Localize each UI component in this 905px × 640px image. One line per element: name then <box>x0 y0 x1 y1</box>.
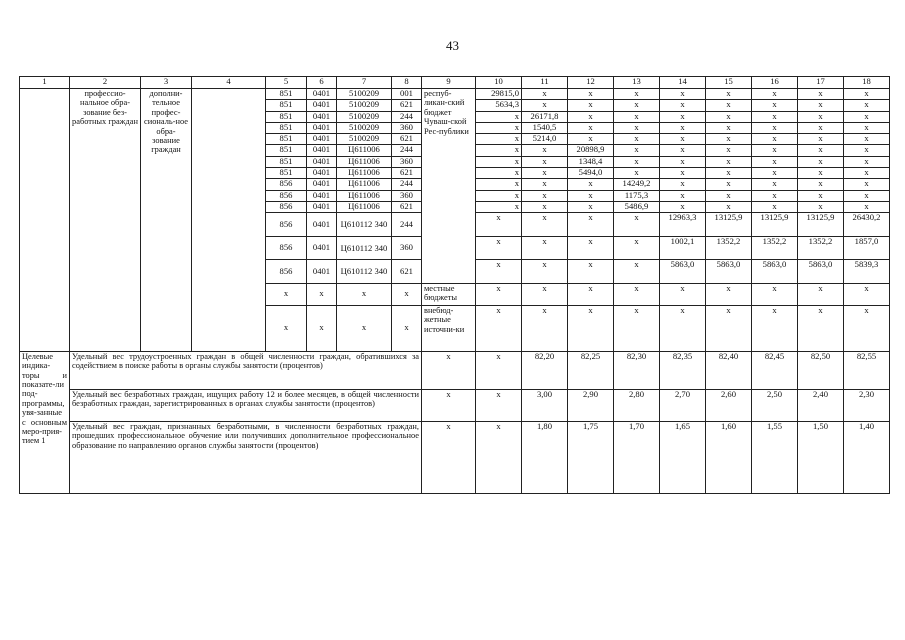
value-cell: x <box>522 179 568 190</box>
funding-source-local: местные бюджеты <box>422 283 476 305</box>
value-cell: 20898,9 <box>568 145 614 156</box>
value-cell: x <box>476 305 522 351</box>
indicators-label: Целевые индика-торы и показате-ли под-программы, увя-занные с основным меро-прия-тием 1 <box>20 351 70 493</box>
code-cell: 244 <box>392 145 422 156</box>
value-cell: x <box>522 283 568 305</box>
column-number: 16 <box>752 77 798 89</box>
value-cell: x <box>798 156 844 167</box>
value-cell: x <box>568 122 614 133</box>
value-cell: x <box>476 190 522 201</box>
value-cell: x <box>844 179 890 190</box>
value-cell: x <box>614 168 660 179</box>
code-cell: 0401 <box>307 134 337 145</box>
code-cell: 621 <box>392 260 422 284</box>
code-cell: Ц610112 340 <box>337 236 392 260</box>
value-cell: x <box>614 145 660 156</box>
value-cell: x <box>660 145 706 156</box>
value-cell: x <box>798 283 844 305</box>
indicator-value: x <box>476 421 522 493</box>
column-number: 8 <box>392 77 422 89</box>
value-cell: 5839,3 <box>844 260 890 284</box>
code-cell: Ц610112 340 <box>337 213 392 237</box>
value-cell: x <box>752 122 798 133</box>
code-cell: 5100209 <box>337 122 392 133</box>
value-cell: x <box>522 168 568 179</box>
value-cell: x <box>660 100 706 111</box>
code-cell: 621 <box>392 168 422 179</box>
column-number: 5 <box>266 77 307 89</box>
value-cell: x <box>660 134 706 145</box>
value-cell: x <box>752 201 798 212</box>
value-cell: 26430,2 <box>844 213 890 237</box>
value-cell: x <box>660 190 706 201</box>
value-cell: x <box>798 111 844 122</box>
code-cell: 244 <box>392 111 422 122</box>
section-label-empty <box>20 89 70 352</box>
column-number: 11 <box>522 77 568 89</box>
code-cell: 5100209 <box>337 111 392 122</box>
column-number: 1 <box>20 77 70 89</box>
value-cell: x <box>844 305 890 351</box>
indicator-value: 2,60 <box>706 389 752 421</box>
value-cell: x <box>522 89 568 100</box>
indicator-row <box>20 421 890 493</box>
code-cell: 0401 <box>307 100 337 111</box>
column-number: 6 <box>307 77 337 89</box>
value-cell: x <box>660 122 706 133</box>
indicator-value: 1,60 <box>706 421 752 493</box>
code-cell: 0401 <box>307 145 337 156</box>
indicator-value: 2,80 <box>614 389 660 421</box>
indicator-value: 82,30 <box>614 351 660 389</box>
code-cell: x <box>392 283 422 305</box>
code-cell: x <box>266 283 307 305</box>
value-cell: x <box>660 111 706 122</box>
value-cell: x <box>706 201 752 212</box>
value-cell: x <box>614 122 660 133</box>
code-cell: Ц611006 <box>337 156 392 167</box>
value-cell: 5486,9 <box>614 201 660 212</box>
code-cell: 001 <box>392 89 422 100</box>
indicator-value: x <box>476 389 522 421</box>
header-row <box>20 77 890 89</box>
column-number: 12 <box>568 77 614 89</box>
code-cell: x <box>307 305 337 351</box>
value-cell: x <box>568 201 614 212</box>
code-cell: 244 <box>392 213 422 237</box>
value-cell: x <box>706 122 752 133</box>
code-cell: 0401 <box>307 190 337 201</box>
indicator-description: Удельный вес трудоустроенных граждан в общей численности граждан, обратившихся за содействием в поиске работы в органы службы занятости (процентов) <box>70 351 422 389</box>
indicator-value: 1,40 <box>844 421 890 493</box>
code-cell: 360 <box>392 156 422 167</box>
value-cell: x <box>568 305 614 351</box>
value-cell: x <box>568 260 614 284</box>
value-cell: 29815,0 <box>476 89 522 100</box>
value-cell: x <box>706 89 752 100</box>
code-cell: 360 <box>392 236 422 260</box>
value-cell: x <box>660 201 706 212</box>
value-cell: x <box>752 145 798 156</box>
indicator-description: Удельный вес граждан, признанных безработными, в численности безработных граждан, прошедших профессиональное обучение или получивших дополнительное профессиональное образование по направлению органов службы занятости (процентов) <box>70 421 422 493</box>
value-cell: x <box>798 179 844 190</box>
value-cell: 13125,9 <box>798 213 844 237</box>
indicator-value: 1,50 <box>798 421 844 493</box>
value-cell: x <box>706 145 752 156</box>
code-cell: 5100209 <box>337 100 392 111</box>
code-cell: 0401 <box>307 168 337 179</box>
value-cell: 1175,3 <box>614 190 660 201</box>
value-cell: 5863,0 <box>798 260 844 284</box>
value-cell: x <box>476 134 522 145</box>
value-cell: 1352,2 <box>798 236 844 260</box>
code-cell: Ц611006 <box>337 190 392 201</box>
value-cell: x <box>844 134 890 145</box>
value-cell: x <box>706 111 752 122</box>
value-cell: x <box>844 100 890 111</box>
value-cell: x <box>476 201 522 212</box>
value-cell: 5494,0 <box>568 168 614 179</box>
value-cell: x <box>706 305 752 351</box>
code-cell: 851 <box>266 122 307 133</box>
value-cell: x <box>798 122 844 133</box>
code-cell: 851 <box>266 89 307 100</box>
code-cell: 244 <box>392 179 422 190</box>
column-number: 17 <box>798 77 844 89</box>
value-cell: x <box>844 89 890 100</box>
indicator-row <box>20 389 890 421</box>
value-cell: x <box>660 168 706 179</box>
value-cell: 1352,2 <box>752 236 798 260</box>
code-cell: 0401 <box>307 201 337 212</box>
indicator-value: 82,20 <box>522 351 568 389</box>
value-cell: x <box>752 168 798 179</box>
value-cell: x <box>798 190 844 201</box>
code-cell: 0401 <box>307 122 337 133</box>
code-cell: 5100209 <box>337 89 392 100</box>
code-cell: 0401 <box>307 111 337 122</box>
code-cell: 621 <box>392 201 422 212</box>
value-cell: x <box>844 111 890 122</box>
value-cell: x <box>614 260 660 284</box>
value-cell: x <box>614 100 660 111</box>
code-cell: 621 <box>392 100 422 111</box>
value-cell: x <box>614 156 660 167</box>
indicator-value: 82,25 <box>568 351 614 389</box>
indicator-value: x <box>422 421 476 493</box>
value-cell: x <box>476 260 522 284</box>
column-number: 7 <box>337 77 392 89</box>
value-cell: x <box>706 168 752 179</box>
value-cell: x <box>614 89 660 100</box>
value-cell: x <box>798 168 844 179</box>
value-cell: 1002,1 <box>660 236 706 260</box>
measure-name: профессио-нальное обра-зование без-работных граждан <box>70 89 141 352</box>
indicator-value: 2,50 <box>752 389 798 421</box>
indicator-value: x <box>422 389 476 421</box>
indicator-value: x <box>476 351 522 389</box>
code-cell: 0401 <box>307 260 337 284</box>
column-number: 9 <box>422 77 476 89</box>
indicator-value: 1,65 <box>660 421 706 493</box>
value-cell: x <box>568 283 614 305</box>
column-number: 15 <box>706 77 752 89</box>
value-cell: x <box>798 134 844 145</box>
indicator-value: 1,70 <box>614 421 660 493</box>
column-number: 10 <box>476 77 522 89</box>
code-cell: x <box>307 283 337 305</box>
code-cell: 856 <box>266 190 307 201</box>
code-cell: 856 <box>266 260 307 284</box>
code-cell: 621 <box>392 134 422 145</box>
code-cell: 0401 <box>307 213 337 237</box>
value-cell: x <box>798 89 844 100</box>
value-cell: x <box>706 156 752 167</box>
page-number: 43 <box>446 38 459 53</box>
code-cell: Ц611006 <box>337 145 392 156</box>
value-cell: x <box>614 111 660 122</box>
value-cell: 5634,3 <box>476 100 522 111</box>
value-cell: x <box>706 134 752 145</box>
value-cell: x <box>568 134 614 145</box>
value-cell: 1857,0 <box>844 236 890 260</box>
funding-source-offbudget: внебюд-жетные источни-ки <box>422 305 476 351</box>
value-cell: x <box>522 100 568 111</box>
measure-subname: дополни-тельное профес-сиональ-ное обра-зование граждан <box>141 89 192 352</box>
indicator-description: Удельный вес безработных граждан, ищущих работу 12 и более месяцев, в общей численности безработных граждан, зарегистрированных в органах службы занятости (процентов) <box>70 389 422 421</box>
value-cell: x <box>476 168 522 179</box>
value-cell: x <box>522 213 568 237</box>
value-cell: x <box>476 236 522 260</box>
value-cell: 1348,4 <box>568 156 614 167</box>
code-cell: 0401 <box>307 179 337 190</box>
value-cell: x <box>476 213 522 237</box>
value-cell: x <box>798 305 844 351</box>
code-cell: Ц611006 <box>337 168 392 179</box>
value-cell: x <box>568 100 614 111</box>
value-cell: x <box>522 201 568 212</box>
value-cell: x <box>568 236 614 260</box>
table-row <box>20 89 890 100</box>
value-cell: x <box>752 111 798 122</box>
value-cell: x <box>752 100 798 111</box>
value-cell: x <box>706 283 752 305</box>
value-cell: x <box>522 145 568 156</box>
code-cell: 0401 <box>307 156 337 167</box>
value-cell: x <box>476 145 522 156</box>
code-cell: x <box>337 283 392 305</box>
value-cell: 13125,9 <box>706 213 752 237</box>
value-cell: x <box>844 156 890 167</box>
value-cell: x <box>706 190 752 201</box>
value-cell: x <box>844 283 890 305</box>
code-cell: 851 <box>266 168 307 179</box>
indicator-value: 82,35 <box>660 351 706 389</box>
value-cell: 5214,0 <box>522 134 568 145</box>
value-cell: x <box>660 179 706 190</box>
indicator-value: 2,70 <box>660 389 706 421</box>
value-cell: 5863,0 <box>660 260 706 284</box>
code-cell: Ц611006 <box>337 179 392 190</box>
indicator-value: 82,40 <box>706 351 752 389</box>
code-cell: Ц611006 <box>337 201 392 212</box>
value-cell: x <box>660 305 706 351</box>
value-cell: x <box>568 213 614 237</box>
value-cell: x <box>614 305 660 351</box>
code-cell: Ц610112 340 <box>337 260 392 284</box>
value-cell: x <box>752 305 798 351</box>
code-cell: 856 <box>266 179 307 190</box>
value-cell: x <box>752 190 798 201</box>
executor-cell <box>192 89 266 352</box>
indicator-value: 1,80 <box>522 421 568 493</box>
value-cell: x <box>476 156 522 167</box>
value-cell: x <box>660 89 706 100</box>
code-cell: 360 <box>392 190 422 201</box>
value-cell: x <box>752 89 798 100</box>
indicator-value: 1,55 <box>752 421 798 493</box>
value-cell: x <box>752 283 798 305</box>
code-cell: x <box>266 305 307 351</box>
indicator-value: 82,45 <box>752 351 798 389</box>
column-number: 13 <box>614 77 660 89</box>
value-cell: x <box>752 134 798 145</box>
value-cell: x <box>522 190 568 201</box>
value-cell: x <box>706 100 752 111</box>
indicator-row <box>20 351 890 389</box>
value-cell: x <box>844 168 890 179</box>
value-cell: x <box>844 190 890 201</box>
indicator-value: 2,90 <box>568 389 614 421</box>
indicator-value: 82,55 <box>844 351 890 389</box>
indicator-value: x <box>422 351 476 389</box>
indicator-value: 82,50 <box>798 351 844 389</box>
value-cell: 13125,9 <box>752 213 798 237</box>
value-cell: x <box>522 236 568 260</box>
code-cell: 851 <box>266 111 307 122</box>
value-cell: x <box>752 156 798 167</box>
code-cell: 5100209 <box>337 134 392 145</box>
column-number: 14 <box>660 77 706 89</box>
column-number: 18 <box>844 77 890 89</box>
code-cell: x <box>337 305 392 351</box>
column-number: 3 <box>141 77 192 89</box>
indicator-value: 1,75 <box>568 421 614 493</box>
column-number: 4 <box>192 77 266 89</box>
value-cell: x <box>706 179 752 190</box>
code-cell: 856 <box>266 213 307 237</box>
value-cell: x <box>476 283 522 305</box>
value-cell: 1540,5 <box>522 122 568 133</box>
value-cell: x <box>614 283 660 305</box>
indicator-value: 2,30 <box>844 389 890 421</box>
value-cell: 26171,8 <box>522 111 568 122</box>
value-cell: 1352,2 <box>706 236 752 260</box>
value-cell: x <box>660 156 706 167</box>
value-cell: x <box>568 89 614 100</box>
budget-table <box>19 76 890 494</box>
code-cell: 851 <box>266 145 307 156</box>
value-cell: x <box>844 201 890 212</box>
value-cell: x <box>844 145 890 156</box>
code-cell: 851 <box>266 134 307 145</box>
value-cell: x <box>614 213 660 237</box>
code-cell: 0401 <box>307 236 337 260</box>
value-cell: x <box>614 134 660 145</box>
code-cell: 856 <box>266 201 307 212</box>
indicator-value: 2,40 <box>798 389 844 421</box>
value-cell: x <box>798 145 844 156</box>
value-cell: x <box>752 179 798 190</box>
value-cell: x <box>522 156 568 167</box>
code-cell: x <box>392 305 422 351</box>
value-cell: 14249,2 <box>614 179 660 190</box>
funding-source-republic: респуб-ликан-ский бюджет Чуваш-ской Рес-публики <box>422 89 476 284</box>
value-cell: 5863,0 <box>706 260 752 284</box>
column-number: 2 <box>70 77 141 89</box>
value-cell: x <box>476 179 522 190</box>
value-cell: x <box>522 305 568 351</box>
value-cell: x <box>476 111 522 122</box>
indicator-value: 3,00 <box>522 389 568 421</box>
value-cell: 5863,0 <box>752 260 798 284</box>
code-cell: 0401 <box>307 89 337 100</box>
value-cell: x <box>568 179 614 190</box>
value-cell: x <box>798 201 844 212</box>
code-cell: 856 <box>266 236 307 260</box>
value-cell: 12963,3 <box>660 213 706 237</box>
value-cell: x <box>798 100 844 111</box>
value-cell: x <box>844 122 890 133</box>
value-cell: x <box>568 190 614 201</box>
value-cell: x <box>614 236 660 260</box>
value-cell: x <box>660 283 706 305</box>
value-cell: x <box>568 111 614 122</box>
value-cell: x <box>522 260 568 284</box>
code-cell: 360 <box>392 122 422 133</box>
code-cell: 851 <box>266 100 307 111</box>
value-cell: x <box>476 122 522 133</box>
code-cell: 851 <box>266 156 307 167</box>
